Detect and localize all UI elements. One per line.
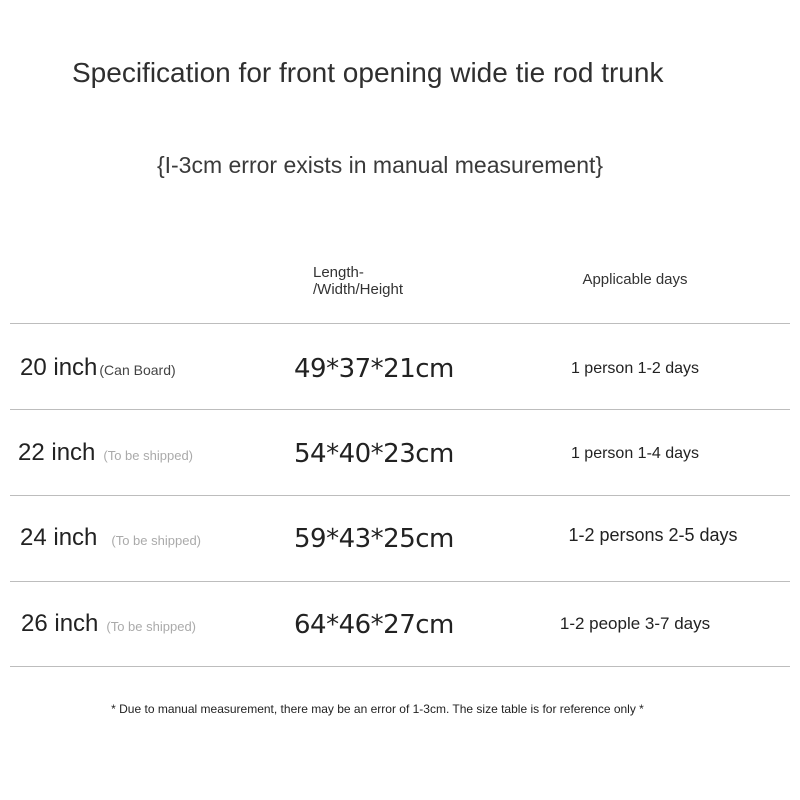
size-label <box>18 439 193 467</box>
applicable-days-value: 1 person 1-2 days <box>570 360 700 377</box>
size-label <box>20 354 176 382</box>
size-value: 22 inch <box>18 439 96 466</box>
applicable-days-value: 1 person 1-4 days <box>570 445 700 462</box>
size-label <box>20 524 201 552</box>
column-header-dimensions <box>313 264 433 298</box>
measurement-error-subtitle: {I-3cm error exists in manual measurement} <box>156 152 604 178</box>
page-title: Specification for front opening wide tie rod trunk <box>72 57 664 88</box>
table-row-20-inch <box>0 326 800 411</box>
column-header-applicable-days: Applicable days <box>582 271 688 288</box>
column-header-dimensions-line2: /Width/Height <box>313 281 404 298</box>
size-value: 24 inch <box>20 524 98 551</box>
size-note: (To be shipped) <box>111 533 202 548</box>
table-row-24-inch <box>0 496 800 581</box>
dimensions-value: 59*43*25cm <box>294 524 454 554</box>
table-divider <box>10 323 790 324</box>
table-row-26-inch <box>0 582 800 667</box>
size-note: (To be shipped) <box>106 619 197 634</box>
footnote: * Due to manual measurement, there may be an error of 1-3cm. The size table is for reference only * <box>111 702 644 716</box>
table-divider <box>10 666 790 667</box>
size-value: 20 inch <box>20 354 98 381</box>
size-value: 26 inch <box>21 610 99 637</box>
dimensions-value: 64*46*27cm <box>294 610 454 640</box>
size-note: (To be shipped) <box>103 448 194 463</box>
dimensions-value: 54*40*23cm <box>294 439 454 469</box>
size-label <box>21 610 196 638</box>
table-row-22-inch <box>0 411 800 496</box>
column-header-dimensions-line1: Length- <box>313 264 364 281</box>
table-divider <box>10 409 790 410</box>
applicable-days-value: 1-2 people 3-7 days <box>559 614 711 633</box>
dimensions-value: 49*37*21cm <box>294 354 454 384</box>
applicable-days-value: 1-2 persons 2-5 days <box>568 525 738 545</box>
size-note: (Can Board) <box>99 362 176 378</box>
